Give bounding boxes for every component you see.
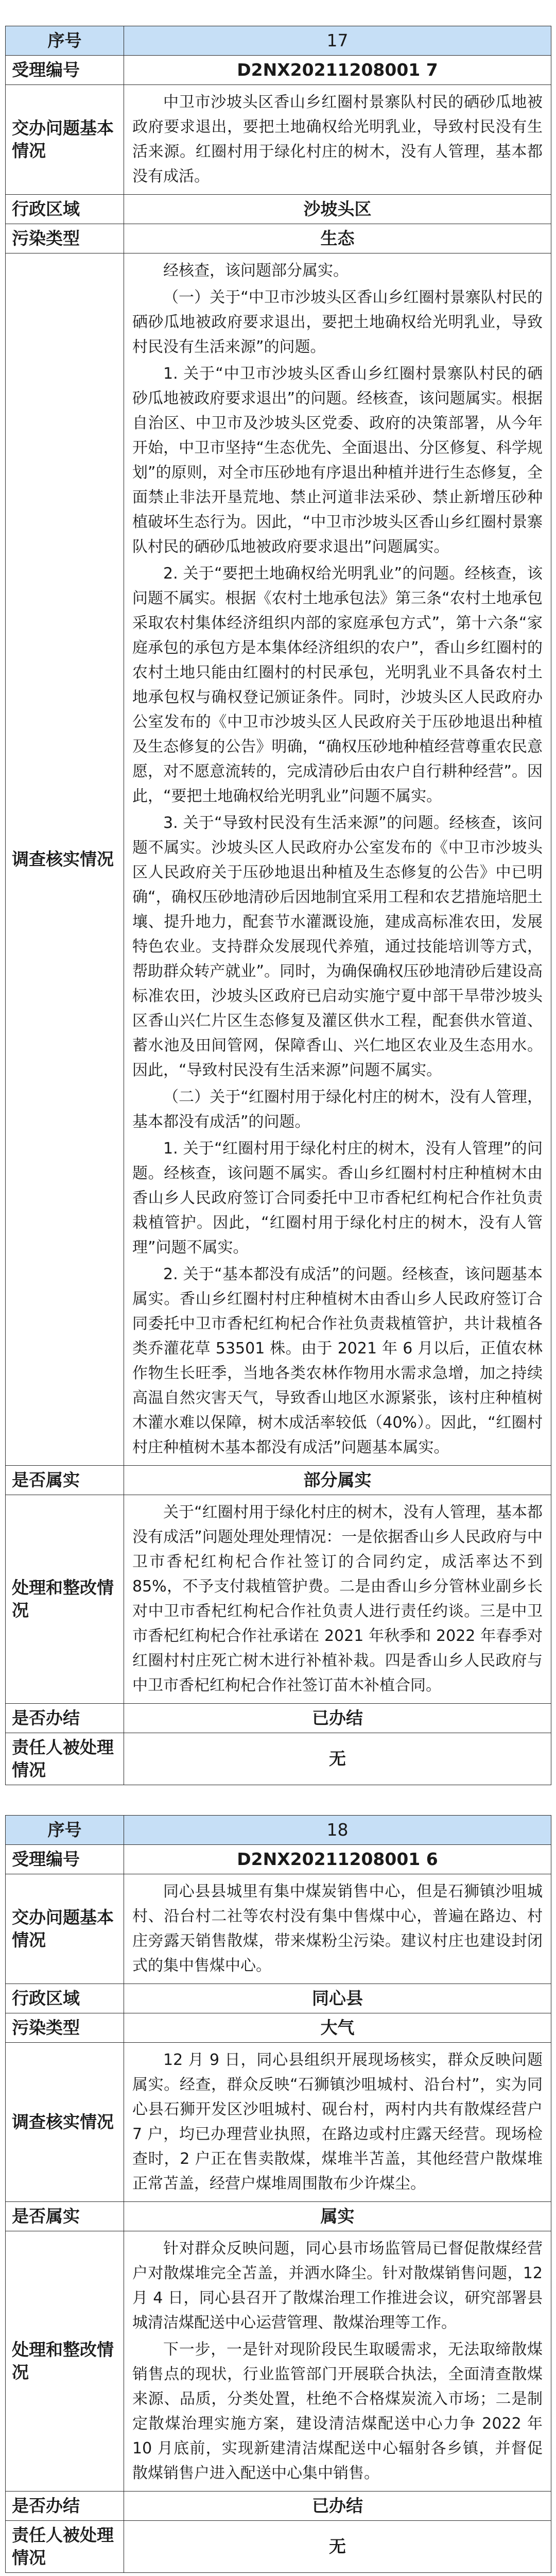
investigation-row [6,2043,551,2202]
issue-text [124,1874,551,1984]
closed-value: 已办结 [124,1704,551,1733]
case-record-table [5,1815,551,2573]
investigation-label: 调查核实情况 [6,2043,124,2202]
truth-label: 是否属实 [6,2202,124,2231]
investigation-paragraph: （一）关于“中卫市沙坡头区香山乡红圈村景寨队村民的硒砂瓜地被政府要求退出，要把土地确权给光明乳业，导致村民没有生活来源”的问题。 [132,289,543,356]
pollution-label: 污染类型 [6,2013,124,2043]
closed-label: 是否办结 [6,1704,124,1733]
case-number-label: 受理编号 [6,56,124,85]
investigation-paragraph: 1. 关于“中卫市沙坡头区香山乡红圈村景寨队村民的硒砂瓜地被政府要求退出”的问题。经核查，该问题属实。根据自治区、中卫市及沙坡头区党委、政府的决策部署，从今年开始，中卫市坚持“生态优先、全面退出、分区修复、科学规划”的原则，对全市压砂地有序退出种植并进行生态修复，全面禁止非法开垦荒地、禁止河道非法采砂、禁止新增压砂种植破坏生态行为。因此，“中卫市沙坡头区香山乡红圈村景寨队村民的硒砂瓜地被政府要求退出”问题属实。 [132,365,543,556]
closed-value: 已办结 [124,2492,551,2521]
issue-row [6,1874,551,1984]
handling-row [6,2231,551,2492]
table-spacer [0,1785,556,1815]
pollution-row [6,224,551,253]
investigation-paragraph: 1. 关于“红圈村用于绿化村庄的树木，没有人管理”的问题。经核查，该问题不属实。香山乡红圈村村庄种植树木由香山乡人民政府签订合同委托中卫市香杞红枸杞合作社负责栽植管护。因此，“红圈村用于绿化村庄的树木，没有人管理”问题不属实。 [132,1140,543,1257]
truth-value: 部分属实 [124,1466,551,1495]
case-number-row [6,1845,551,1874]
handling-text [124,1495,551,1704]
serial-value: 17 [124,26,551,56]
investigation-paragraph: （二）关于“红圈村用于绿化村庄的树木，没有人管理，基本都没有成活”的问题。 [132,1088,543,1131]
handling-paragraph: 关于“红圈村用于绿化村庄的树木，没有人管理，基本都没有成活”问题处理处理情况：一是依据香山乡人民政府与中卫市香杞红枸杞合作社签订的合同约定，成活率达不到 85%，不予支付栽植管护费。二是由香山乡分管林业副乡长对中卫市香杞红枸杞合作社负责人进行责任约谈。三是中卫市香杞红枸杞合作社承诺在 2021 年秋季和 2022 年春季对红圈村村庄死亡树木进行补植补栽。四是香山乡人民政府与中卫市香杞红枸杞合作社签订苗木补植合同。 [132,1503,543,1694]
issue-text [124,85,551,195]
district-label: 行政区域 [6,1984,124,2013]
accountability-row [6,2521,551,2573]
pollution-row [6,2013,551,2043]
truth-row [6,2202,551,2231]
issue-label: 交办问题基本情况 [6,85,124,195]
district-row [6,1984,551,2013]
closed-row [6,1704,551,1733]
investigation-paragraph: 2. 关于“基本都没有成活”的问题。经核查，该问题基本属实。香山乡红圈村村庄种植树木由香山乡人民政府签订合同委托中卫市香杞红枸杞合作社负责栽植管护，共计栽植各类乔灌花草 53501 株。由于 2021 年 6 月以后，正值农林作物生长旺季，当地各类农林作物用水需求急增，加之持续高温自然灾害天气，导致香山地区水源紧张，该村庄种植树木灌水难以保障，树木成活率较低（40%）。因此，“红圈村村庄种植树木基本都没有成活”问题基本属实。 [132,1265,543,1456]
handling-label: 处理和整改情况 [6,1495,124,1704]
accountability-row [6,1733,551,1785]
truth-value: 属实 [124,2202,551,2231]
issue-row [6,85,551,195]
case-number-row [6,56,551,85]
pollution-label: 污染类型 [6,224,124,253]
case-record-table [5,26,551,1785]
investigation-text [124,253,551,1466]
truth-label: 是否属实 [6,1466,124,1495]
pollution-value: 大气 [124,2013,551,2043]
investigation-paragraph: 3. 关于“导致村民没有生活来源”的问题。经核查，该问题不属实。沙坡头区人民政府办公室发布的《中卫市沙坡头区人民政府关于压砂地退出种植及生态修复的公告》中已明确“，确权压砂地清砂后因地制宜采用工程和农艺措施培肥土壤、提升地力，配套节水灌溉设施，建成高标准农田，发展特色农业。支持群众发展现代养殖，通过技能培训等方式，帮助群众转产就业”。同时，为确保确权压砂地清砂后建设高标准农田，沙坡头区政府已启动实施宁夏中部干旱带沙坡头区香山兴仁片区生态修复及灌区供水工程，配套供水管道、蓄水池及田间管网，保障香山、兴仁地区农业及生态用水。因此，“导致村民没有生活来源”问题不属实。 [132,814,543,1079]
investigation-row [6,253,551,1466]
serial-label: 序号 [6,26,124,56]
serial-row [6,26,551,56]
investigation-text [124,2043,551,2202]
closed-row [6,2492,551,2521]
district-row [6,195,551,224]
accountability-label: 责任人被处理情况 [6,1733,124,1785]
issue-paragraph: 同心县县城里有集中煤炭销售中心，但是石狮镇沙咀城村、沿台村二社等农村没有集中售煤中心，普遍在路边、村庄旁露天销售散煤，带来煤粉尘污染。建议村庄也建设封闭式的集中售煤中心。 [132,1883,543,1975]
accountability-value: 无 [124,2521,551,2573]
district-label: 行政区域 [6,195,124,224]
pollution-value: 生态 [124,224,551,253]
investigation-paragraph: 12 月 9 日，同心县组织开展现场核实，群众反映问题属实。经查，群众反映“石狮镇沙咀城村、沿台村”，实为同心县石狮开发区沙咀城村、砚台村，两村内共有散煤经营户 7 户，均已办理营业执照，在路边或村庄露天经营。现场检查时，2 户正在售卖散煤，煤堆半苫盖，其他经营户散煤堆正常苫盖，经营户煤堆周围散布少许煤尘。 [132,2051,543,2193]
investigation-paragraph: 2. 关于“要把土地确权给光明乳业”的问题。经核查，该问题不属实。根据《农村土地承包法》第三条“农村土地承包采取农村集体经济组织内部的家庭承包方式”，第十六条“家庭承包的承包方是本集体经济组织的农户”，香山乡红圈村的农村土地只能由红圈村的村民承包，光明乳业不具备农村土地承包权与确权登记颁证条件。同时，沙坡头区人民政府办公室发布的《中卫市沙坡头区人民政府关于压砂地退出种植及生态修复的公告》明确，“确权压砂地种植经营尊重农民意愿，对不愿意流转的，完成清砂后由农户自行耕种经营”。因此，“要把土地确权给光明乳业”问题不属实。 [132,565,543,805]
handling-paragraph: 下一步，一是针对现阶段民生取暖需求，无法取缔散煤销售点的现状，行业监管部门开展联合执法，全面清查散煤来源、品质，分类处置，杜绝不合格煤炭流入市场；二是制定散煤治理实施方案，建设清洁煤配送中心力争 2022 年 10 月底前，实现新建清洁煤配送中心辐射各乡镇，并督促散煤销售户进入配送中心集中销售。 [132,2341,543,2482]
truth-row [6,1466,551,1495]
accountability-value: 无 [124,1733,551,1785]
investigation-paragraph: 经核查，该问题部分属实。 [163,262,349,280]
issue-label: 交办问题基本情况 [6,1874,124,1984]
serial-row [6,1816,551,1845]
handling-paragraph: 针对群众反映问题，同心县市场监管局已督促散煤经营户对散煤堆完全苫盖，并洒水降尘。针对散煤销售问题，12 月 4 日，同心县召开了散煤治理工作推进会议，研究部署县城清洁煤配送中心运营管理、散煤治理等工作。 [132,2240,543,2332]
district-value: 同心县 [124,1984,551,2013]
investigation-label: 调查核实情况 [6,253,124,1466]
case-number-value: D2NX20211208001 7 [124,56,551,85]
district-value: 沙坡头区 [124,195,551,224]
serial-label: 序号 [6,1816,124,1845]
case-number-value: D2NX20211208001 6 [124,1845,551,1874]
case-number-label: 受理编号 [6,1845,124,1874]
handling-label: 处理和整改情况 [6,2231,124,2492]
accountability-label: 责任人被处理情况 [6,2521,124,2573]
handling-text [124,2231,551,2492]
issue-paragraph: 中卫市沙坡头区香山乡红圈村景寨队村民的硒砂瓜地被政府要求退出，要把土地确权给光明乳业，导致村民没有生活来源。红圈村用于绿化村庄的树木，没有人管理，基本都没有成活。 [132,93,543,185]
handling-row [6,1495,551,1704]
closed-label: 是否办结 [6,2492,124,2521]
serial-value: 18 [124,1816,551,1845]
